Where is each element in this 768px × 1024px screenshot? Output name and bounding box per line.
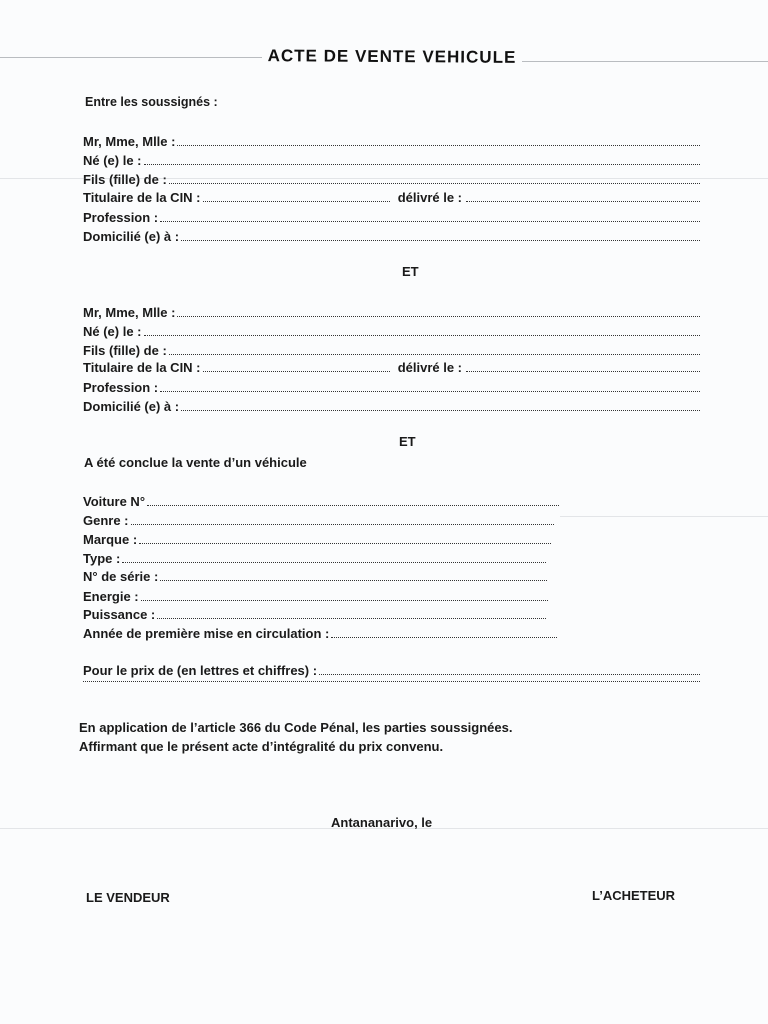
fill-line [203, 360, 390, 372]
vehicle-field-brand [83, 532, 551, 548]
field-label: Type : [83, 551, 121, 566]
vehicle-field-first-registration [83, 626, 557, 642]
fill-line [319, 663, 700, 675]
field-label: Titulaire de la CIN : [83, 190, 201, 205]
party1-profession-field [83, 210, 700, 226]
fill-line [157, 607, 546, 619]
field-label: Energie : [83, 589, 139, 604]
party1-cin-field [83, 190, 700, 206]
seller-signature-label: LE VENDEUR [86, 890, 170, 905]
place-date: Antananarivo, le [331, 815, 433, 830]
price-continuation-line [83, 680, 700, 682]
fill-line [177, 134, 700, 146]
field-label: Voiture N° [83, 494, 146, 509]
fill-line [466, 190, 700, 202]
fill-line [177, 305, 700, 317]
fill-line [181, 399, 700, 411]
fill-line [160, 210, 700, 222]
field-label: Domicilié (e) à : [83, 229, 180, 244]
fill-line [169, 343, 700, 355]
fill-line [181, 229, 700, 241]
scan-artifact-line [0, 178, 768, 179]
field-label: Genre : [83, 513, 129, 528]
field-label: Mr, Mme, Mlle : [83, 305, 176, 320]
field-label: Fils (fille) de : [83, 172, 167, 187]
fill-line [141, 589, 548, 601]
party1-child-of-field [83, 172, 700, 188]
party2-name-field [83, 305, 700, 321]
field-label: Année de première mise en circulation : [83, 626, 330, 641]
fill-line [466, 360, 700, 372]
vehicle-field-serial [83, 569, 547, 585]
vehicle-field-energy [83, 589, 548, 605]
party2-profession-field [83, 380, 700, 396]
legal-statement [79, 718, 512, 756]
field-label: Puissance : [83, 607, 156, 622]
field-label: Né (e) le : [83, 324, 142, 339]
fill-line [131, 513, 554, 525]
intro-text: Entre les soussignés : [85, 95, 218, 109]
fill-line [144, 324, 700, 336]
field-label: délivré le : [397, 190, 463, 205]
document-title: ACTE DE VENTE VEHICULE [267, 46, 517, 67]
fill-line [160, 569, 547, 581]
field-label: N° de série : [83, 569, 159, 584]
party1-name-field [83, 134, 700, 150]
sale-statement: A été conclue la vente d’un véhicule [84, 455, 307, 470]
field-label: délivré le : [397, 360, 463, 375]
separator-et-2: ET [399, 434, 416, 449]
field-label: Titulaire de la CIN : [83, 360, 201, 375]
party1-born-field [83, 153, 700, 169]
legal-line-2: Affirmant que le présent acte d’intégralité du prix convenu. [79, 739, 444, 754]
vehicle-field-power [83, 607, 546, 623]
legal-line-1: En application de l’article 366 du Code Pénal, les parties soussignées. [79, 720, 513, 735]
field-label: Mr, Mme, Mlle : [83, 134, 176, 149]
field-label: Fils (fille) de : [83, 343, 167, 358]
party2-born-field [83, 324, 700, 340]
vehicle-field-car-number [83, 494, 559, 510]
field-label: Marque : [83, 532, 138, 547]
party2-domicile-field [83, 399, 700, 415]
scan-artifact-line [0, 828, 768, 829]
fill-line [122, 551, 546, 563]
field-label: Pour le prix de (en lettres et chiffres) : [83, 663, 318, 678]
scan-artifact-line [560, 516, 768, 517]
party1-domicile-field [83, 229, 700, 245]
fill-line [160, 380, 700, 392]
party2-cin-field [83, 360, 700, 376]
buyer-signature-label: L’ACHETEUR [592, 888, 676, 903]
field-label: Né (e) le : [83, 153, 142, 168]
field-label: Domicilié (e) à : [83, 399, 180, 414]
separator-et-1: ET [402, 264, 419, 279]
fill-line [147, 494, 559, 506]
price-field [83, 663, 700, 679]
vehicle-field-type [83, 551, 546, 567]
fill-line [144, 153, 700, 165]
fill-line [203, 190, 390, 202]
fill-line [139, 532, 551, 544]
fill-line [331, 626, 557, 638]
field-label: Profession : [83, 210, 159, 225]
party2-child-of-field [83, 343, 700, 359]
field-label: Profession : [83, 380, 159, 395]
vehicle-field-genre [83, 513, 554, 529]
